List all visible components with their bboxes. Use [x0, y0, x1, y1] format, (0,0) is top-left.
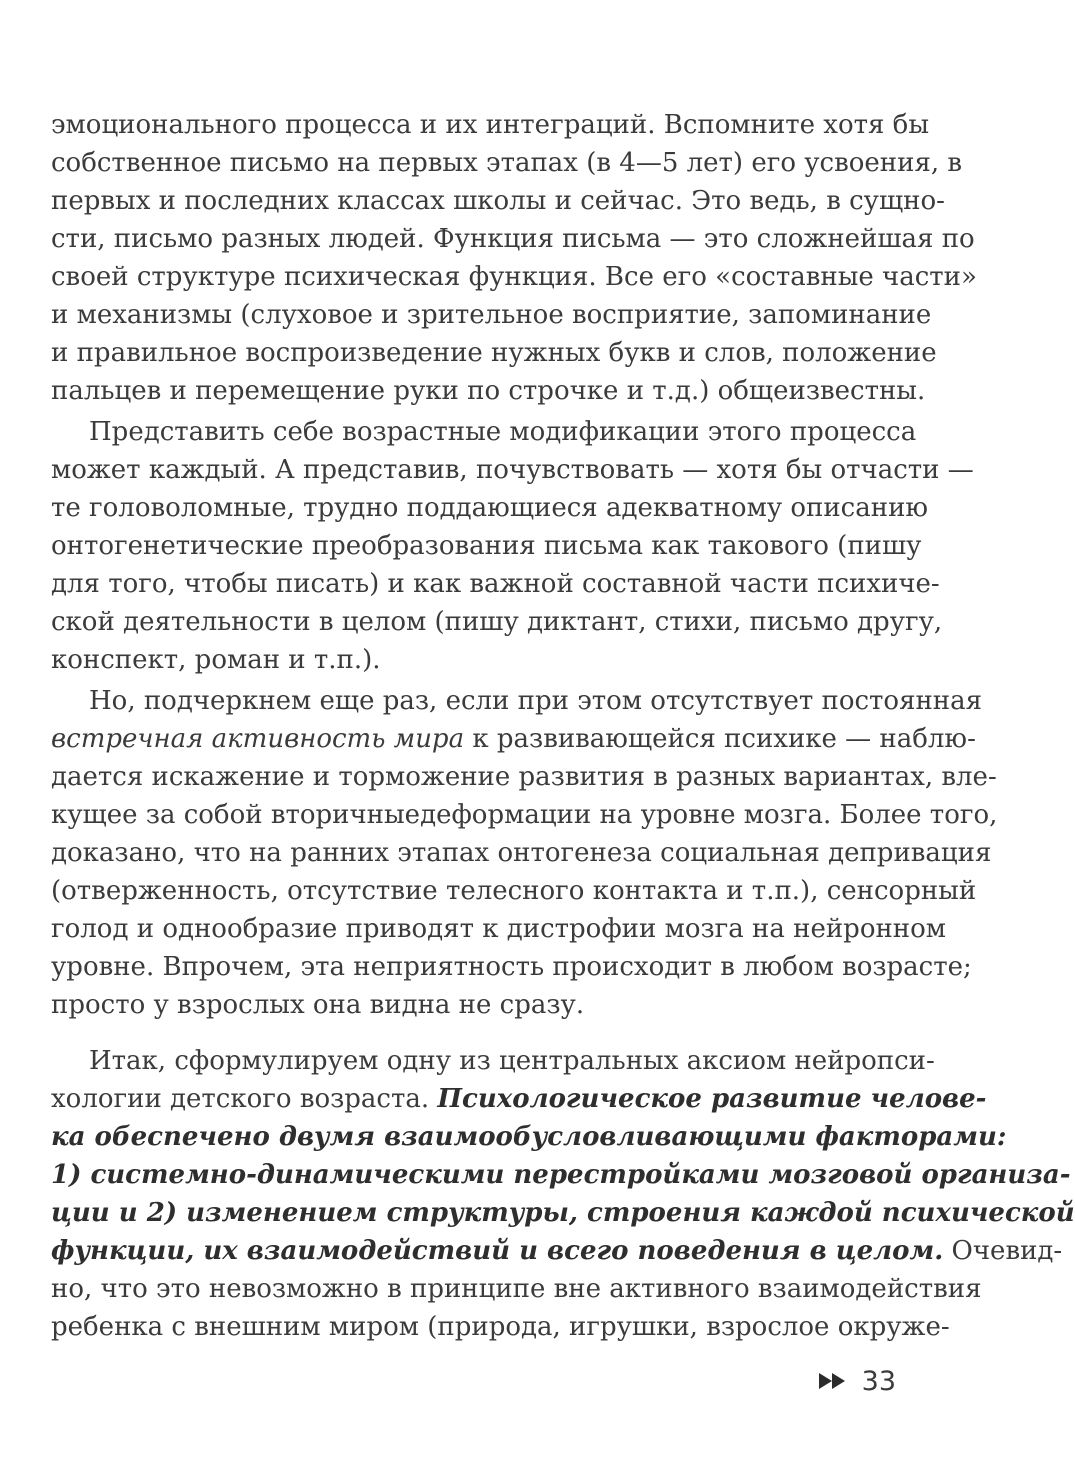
text-segment: Но, подчеркнем еще раз, если при этом отсутствует постоянная: [89, 686, 983, 716]
text-segment: собственное письмо на первых этапах (в 4—5 лет) его усвоения, в: [51, 148, 963, 178]
text-line: [51, 1235, 1063, 1273]
text-line: [51, 644, 896, 682]
bold-italic-text: 1) системно-динамическими перестройками мозговой организа-: [51, 1160, 1071, 1190]
text-segment: онтогенетические преобразования письма как такового (пишу: [51, 531, 922, 561]
bold-italic-text: ции и 2) изменением структуры, строения каждой психической: [51, 1198, 1075, 1228]
text-line: [51, 1197, 1075, 1235]
text-segment: кущее за собой вторичныедеформации на уровне мозга. Более того,: [51, 800, 998, 830]
text-line: [51, 723, 976, 761]
text-line: [51, 761, 997, 799]
text-segment: пальцев и перемещение руки по строчке и т.д.) общеизвестны.: [51, 376, 926, 406]
text-line: [51, 530, 922, 568]
text-line: [51, 261, 977, 299]
text-line: [51, 147, 963, 185]
text-line: [51, 568, 940, 606]
text-line: [51, 606, 943, 644]
text-line: [51, 185, 945, 223]
italic-text: встречная активность мира: [51, 724, 465, 754]
text-segment: и правильное воспроизведение нужных букв и слов, положение: [51, 338, 937, 368]
text-segment: своей структуре психическая функция. Все его «составные части»: [51, 262, 977, 292]
text-segment: для того, чтобы писать) и как важной составной части психиче-: [51, 569, 940, 599]
text-line: [51, 492, 929, 530]
text-line: [51, 1311, 950, 1349]
text-line: [51, 875, 977, 913]
text-segment: просто у взрослых она видна не сразу.: [51, 990, 585, 1020]
text-segment: голод и однообразие приводят к дистрофии мозга на нейронном: [51, 914, 947, 944]
text-line: [51, 1159, 1071, 1197]
page-footer: [818, 1363, 896, 1399]
text-segment: может каждый. А представив, почувствовать — хотя бы отчасти —: [51, 455, 974, 485]
text-line: [51, 375, 926, 413]
text-segment: Итак, сформулируем одну из центральных аксиом нейропси-: [89, 1046, 935, 1076]
text-segment: эмоционального процесса и их интеграций. Вспомните хотя бы: [51, 110, 930, 140]
text-segment: ской деятельности в целом (пишу диктант, стихи, письмо другу,: [51, 607, 943, 637]
double-arrow-right-icon: [818, 1371, 848, 1391]
text-line: [89, 1045, 935, 1083]
text-line: [51, 299, 932, 337]
text-line: [51, 989, 896, 1027]
bold-italic-text: Психологическое развитие челове-: [437, 1084, 987, 1114]
text-line: [89, 416, 917, 454]
text-line: [51, 837, 992, 875]
text-line: [51, 337, 937, 375]
text-segment: (отверженность, отсутствие телесного контакта и т.п.), сенсорный: [51, 876, 977, 906]
text-line: [51, 1121, 1007, 1159]
text-line: [51, 1083, 987, 1121]
text-line: [51, 951, 972, 989]
text-segment: к развивающейся психике — наблю-: [464, 724, 976, 754]
text-line: [51, 454, 974, 492]
text-segment: уровне. Впрочем, эта неприятность происходит в любом возрасте;: [51, 952, 972, 982]
text-line: [51, 799, 998, 837]
bold-italic-text: ка обеспечено двумя взаимообусловливающими факторами:: [51, 1122, 1007, 1152]
text-segment: ребенка с внешним миром (природа, игрушки, взрослое окруже-: [51, 1312, 950, 1342]
text-line: [51, 223, 975, 261]
text-segment: сти, письмо разных людей. Функция письма — это сложнейшая по: [51, 224, 975, 254]
text-segment: доказано, что на ранних этапах онтогенеза социальная депривация: [51, 838, 992, 868]
text-segment: и механизмы (слуховое и зрительное восприятие, запоминание: [51, 300, 932, 330]
text-segment: дается искажение и торможение развития в разных вариантах, вле-: [51, 762, 997, 792]
text-segment: но, что это невозможно в принципе вне активного взаимодействия: [51, 1274, 982, 1304]
text-line: [51, 1273, 982, 1311]
page-number: 33: [861, 1365, 896, 1397]
text-segment: конспект, роман и т.п.).: [51, 645, 381, 675]
text-segment: хологии детского возраста.: [51, 1084, 438, 1114]
text-segment: Очевид-: [943, 1236, 1063, 1266]
text-line: [51, 109, 930, 147]
bold-italic-text: функции, их взаимодействий и всего поведения в целом.: [51, 1236, 944, 1266]
text-segment: Представить себе возрастные модификации этого процесса: [89, 417, 917, 447]
text-line: [51, 913, 947, 951]
text-segment: первых и последних классах школы и сейчас. Это ведь, в сущно-: [51, 186, 945, 216]
text-line: [89, 685, 983, 723]
text-segment: те головоломные, трудно поддающиеся адекватному описанию: [51, 493, 929, 523]
